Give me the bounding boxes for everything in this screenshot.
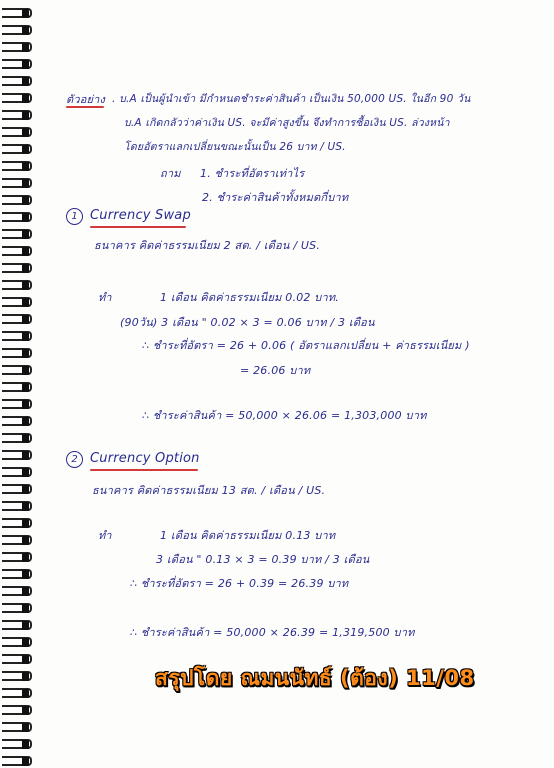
binding-hole	[22, 638, 29, 647]
example-line-3: โดยอัตราแลกเปลี่ยนขณะนั้นเป็น 26 บาท / US.	[124, 141, 346, 153]
section-2-number: 2	[66, 451, 83, 468]
author-caption: สรุปโดย ณมนนัทธ์ (ต้อง) 11/08	[155, 666, 475, 690]
binding-hole	[22, 536, 29, 545]
option-title: Currency Option	[90, 451, 200, 466]
swap-title: Currency Swap	[90, 208, 191, 223]
binding-hole	[22, 196, 29, 205]
binding-hole	[22, 451, 29, 460]
binding-hole	[22, 434, 29, 443]
binding-hole	[22, 162, 29, 171]
binding-hole	[22, 60, 29, 69]
binding-hole	[22, 128, 29, 137]
swap-total: ∴ ชำระค่าสินค้า = 50,000 × 26.06 = 1,303,000 บาท	[142, 409, 427, 422]
binding-hole	[22, 281, 29, 290]
binding-hole	[22, 298, 29, 307]
binding-hole	[22, 621, 29, 630]
binding-hole	[22, 332, 29, 341]
binding-hole	[22, 400, 29, 409]
binding-hole	[22, 706, 29, 715]
example-heading-underline	[66, 106, 104, 108]
binding-hole	[22, 723, 29, 732]
binding-hole	[22, 77, 29, 86]
option-total: ∴ ชำระค่าสินค้า = 50,000 × 26.39 = 1,319,500 บาท	[130, 626, 415, 639]
binding-hole	[22, 94, 29, 103]
binding-hole	[22, 230, 29, 239]
swap-row-3: ∴ ชำระที่อัตรา = 26 + 0.06 ( อัตราแลกเปลี่ยน + ค่าธรรมเนียม )	[142, 339, 470, 352]
binding-hole	[22, 587, 29, 596]
option-bank-line: ธนาคาร คิดค่าธรรมเนียม 13 สต. / เดือน / US.	[92, 484, 326, 497]
question-2: 2. ชำระค่าสินค้าทั้งหมดกี่บาท	[202, 191, 349, 204]
binding-hole	[22, 9, 29, 18]
binding-hole	[22, 740, 29, 749]
binding-hole	[22, 366, 29, 375]
binding-hole	[22, 179, 29, 188]
binding-hole	[22, 383, 29, 392]
binding-hole	[22, 672, 29, 681]
binding-hole	[22, 111, 29, 120]
binding-hole	[22, 655, 29, 664]
example-line-1: . บ.A เป็นผู้นำเข้า มีกำหนดชำระค่าสินค้า เป็นเงิน 50,000 US. ในอีก 90 วัน	[112, 93, 471, 105]
binding-hole	[22, 502, 29, 511]
option-do-label: ทำ	[98, 529, 112, 542]
spiral-binding	[0, 0, 34, 768]
question-label: ถาม	[160, 167, 181, 180]
binding-hole	[22, 264, 29, 273]
swap-bank-line: ธนาคาร คิดค่าธรรมเนียม 2 สต. / เดือน / US.	[94, 239, 321, 252]
binding-hole	[22, 570, 29, 579]
binding-hole	[22, 689, 29, 698]
swap-do-label: ทำ	[98, 291, 112, 304]
binding-hole	[22, 26, 29, 35]
example-line-2: บ.A เกิดกลัวว่าค่าเงิน US. จะมีค่าสูงขึ้น จึงทำการซื้อเงิน US. ล่วงหน้า	[124, 117, 450, 129]
option-row-2: 3 เดือน " 0.13 × 3 = 0.39 บาท / 3 เดือน	[156, 553, 370, 566]
binding-hole	[22, 247, 29, 256]
binding-hole	[22, 553, 29, 562]
binding-hole	[22, 519, 29, 528]
binding-hole	[22, 349, 29, 358]
question-1: 1. ชำระที่อัตราเท่าไร	[200, 167, 305, 180]
binding-hole	[22, 315, 29, 324]
binding-hole	[22, 213, 29, 222]
binding-hole	[22, 485, 29, 494]
binding-hole	[22, 43, 29, 52]
option-row-1: 1 เดือน คิดค่าธรรมเนียม 0.13 บาท	[160, 529, 336, 542]
option-row-3: ∴ ชำระที่อัตรา = 26 + 0.39 = 26.39 บาท	[130, 577, 349, 590]
section-1-number: 1	[66, 208, 83, 225]
binding-hole	[22, 145, 29, 154]
swap-row-2: (90วัน) 3 เดือน " 0.02 × 3 = 0.06 บาท / 3 เดือน	[120, 316, 375, 329]
binding-hole	[22, 757, 29, 766]
binding-hole	[22, 468, 29, 477]
swap-title-underline	[90, 226, 186, 228]
swap-row-4: = 26.06 บาท	[240, 364, 311, 377]
option-title-underline	[90, 469, 198, 471]
binding-hole	[22, 417, 29, 426]
example-heading: ตัวอย่าง	[66, 93, 106, 106]
binding-hole	[22, 604, 29, 613]
swap-row-1: 1 เดือน คิดค่าธรรมเนียม 0.02 บาท.	[160, 291, 340, 304]
